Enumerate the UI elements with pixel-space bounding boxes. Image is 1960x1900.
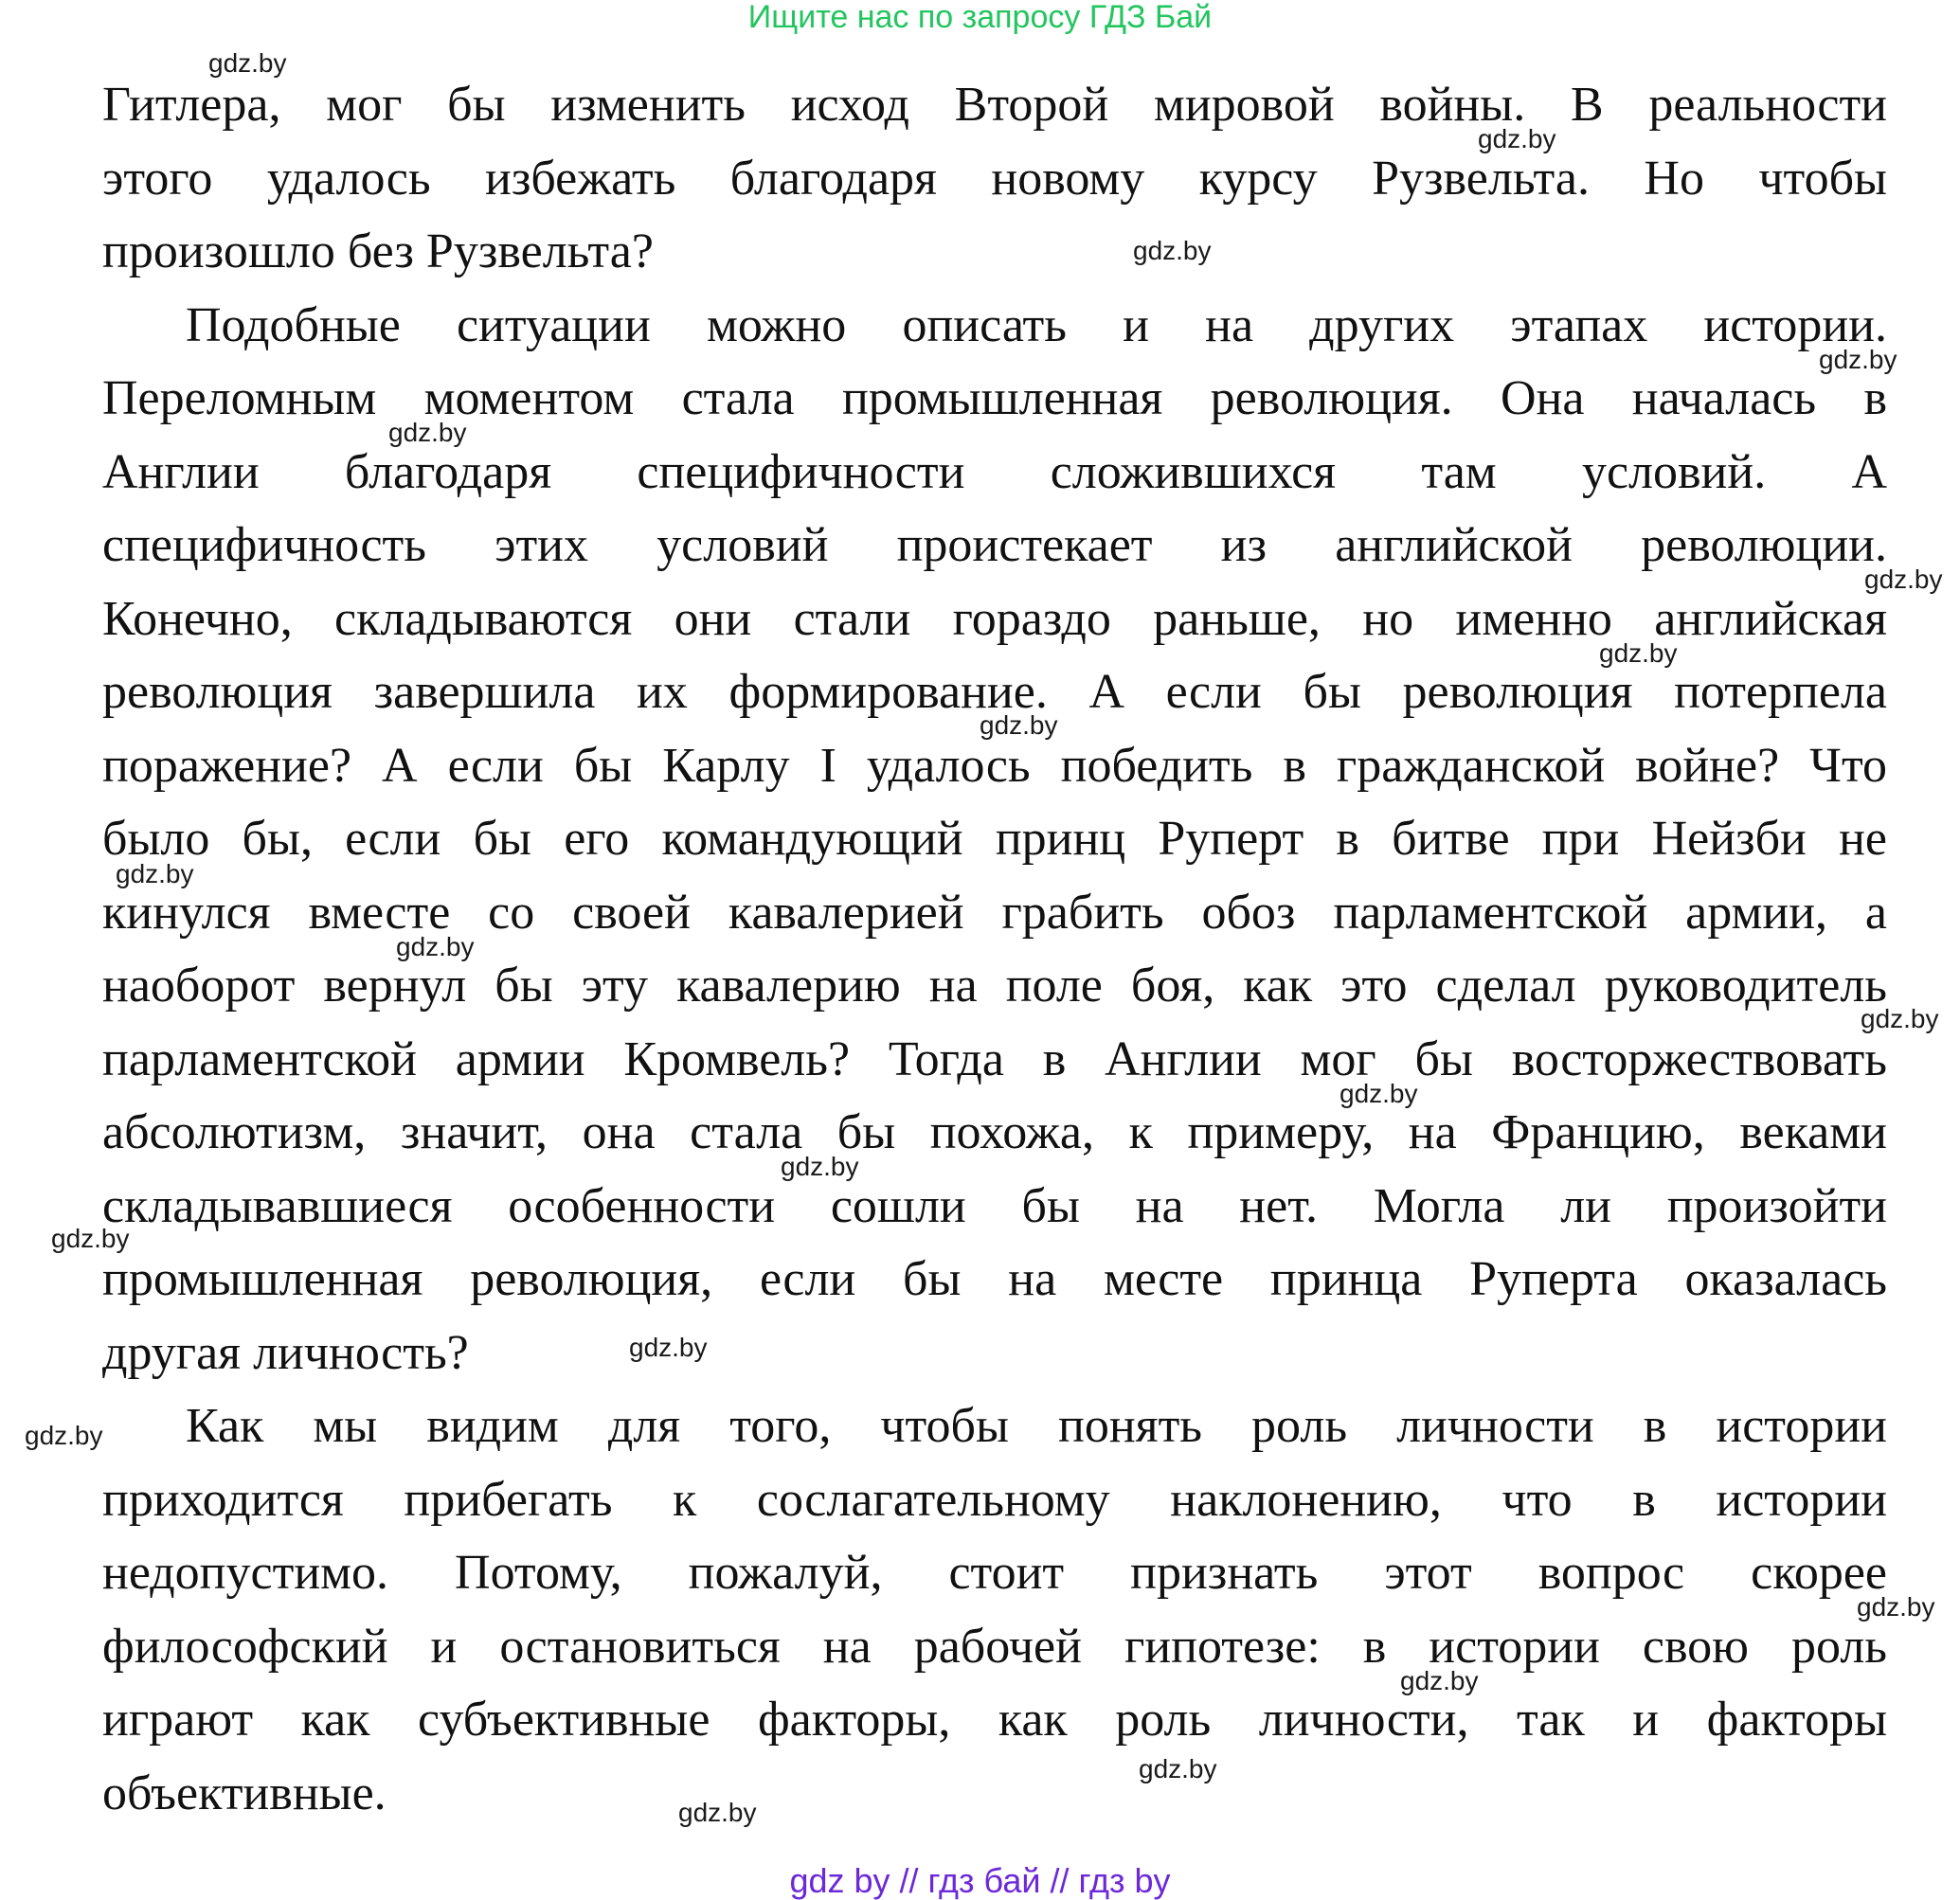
text-line: объективные. bbox=[102, 1766, 387, 1820]
text-line: Конечно, складываются они стали гораздо раньше, но именно английская bbox=[102, 591, 1887, 646]
watermark-text: gdz.by bbox=[629, 1333, 708, 1362]
text-line: поражение? А если бы Карлу I удалось победить в гражданской войне? Что bbox=[102, 738, 1887, 793]
text-line: специфичность этих условий проистекает из английской революции. bbox=[102, 518, 1887, 572]
text-line: Гитлера, мог бы изменить исход Второй мировой войны. В реальности bbox=[102, 78, 1887, 132]
text-line: кинулся вместе со своей кавалерией грабить обоз парламентской армии, а bbox=[102, 885, 1887, 940]
text-line: философский и остановиться на рабочей гипотезе: в истории свою роль bbox=[102, 1619, 1887, 1674]
top-banner[interactable]: Ищите нас по запросу ГДЗ Бай bbox=[747, 0, 1213, 35]
watermark-text: gdz.by bbox=[208, 48, 287, 78]
text-line: революция завершила их формирование. А если бы революция потерпела bbox=[102, 665, 1887, 719]
body-text bbox=[102, 68, 1887, 1830]
watermark-text: gdz.by bbox=[396, 932, 475, 961]
text-line: произошло без Рузвельта? bbox=[102, 224, 654, 278]
watermark-text: gdz.by bbox=[1139, 1754, 1217, 1783]
watermark-text: gdz.by bbox=[1133, 236, 1212, 265]
watermark-text: gdz.by bbox=[1857, 1592, 1935, 1622]
text-line: складывавшиеся особенности сошли бы на нет. Могла ли произойти bbox=[102, 1178, 1887, 1233]
text-line: Переломным моментом стала промышленная революция. Она началась в bbox=[102, 371, 1887, 425]
footer-links[interactable]: gdz by // гдз бай // гдз by bbox=[789, 1861, 1171, 1900]
text-line: Как мы видим для того, чтобы понять роль личности в истории bbox=[186, 1399, 1887, 1453]
text-line: другая личность? bbox=[102, 1325, 469, 1380]
watermark-text: gdz.by bbox=[678, 1798, 757, 1827]
watermark-text: gdz.by bbox=[1478, 124, 1556, 153]
watermark-text: gdz.by bbox=[51, 1224, 130, 1253]
text-line: промышленная революция, если бы на месте принца Руперта оказалась bbox=[102, 1252, 1887, 1306]
watermark-text: gdz.by bbox=[25, 1421, 103, 1450]
watermark-text: gdz.by bbox=[1864, 565, 1943, 594]
text-line: недопустимо. Потому, пожалуй, стоит признать этот вопрос скорее bbox=[102, 1546, 1887, 1600]
text-line: парламентской армии Кромвель? Тогда в Англии мог бы восторжествовать bbox=[102, 1031, 1887, 1086]
text-line: абсолютизм, значит, она стала бы похожа, к примеру, на Францию, веками bbox=[102, 1105, 1887, 1159]
text-line: играют как субъективные факторы, как роль личности, так и факторы bbox=[102, 1693, 1887, 1747]
watermark-text: gdz.by bbox=[1861, 1004, 1939, 1033]
watermark-text: gdz.by bbox=[1400, 1666, 1479, 1695]
text-line: Англии благодаря специфичности сложившихся там условий. А bbox=[102, 444, 1887, 499]
watermark-text: gdz.by bbox=[388, 418, 467, 447]
watermark-text: gdz.by bbox=[980, 710, 1058, 740]
text-line: Подобные ситуации можно описать и на других этапах истории. bbox=[186, 297, 1887, 352]
text-line: этого удалось избежать благодаря новому курсу Рузвельта. Но чтобы bbox=[102, 151, 1887, 206]
watermark-text: gdz.by bbox=[781, 1152, 859, 1181]
watermark-text: gdz.by bbox=[116, 859, 194, 888]
text-line: приходится прибегать к сослагательному наклонению, что в истории bbox=[102, 1472, 1887, 1527]
watermark-text: gdz.by bbox=[1599, 638, 1678, 668]
watermark-text: gdz.by bbox=[1340, 1079, 1418, 1108]
watermark-text: gdz.by bbox=[1819, 345, 1897, 374]
text-line: наоборот вернул бы эту кавалерию на поле боя, как это сделал руководитель bbox=[102, 959, 1887, 1013]
text-line: было бы, если бы его командующий принц Руперт в битве при Нейзби не bbox=[102, 812, 1887, 866]
